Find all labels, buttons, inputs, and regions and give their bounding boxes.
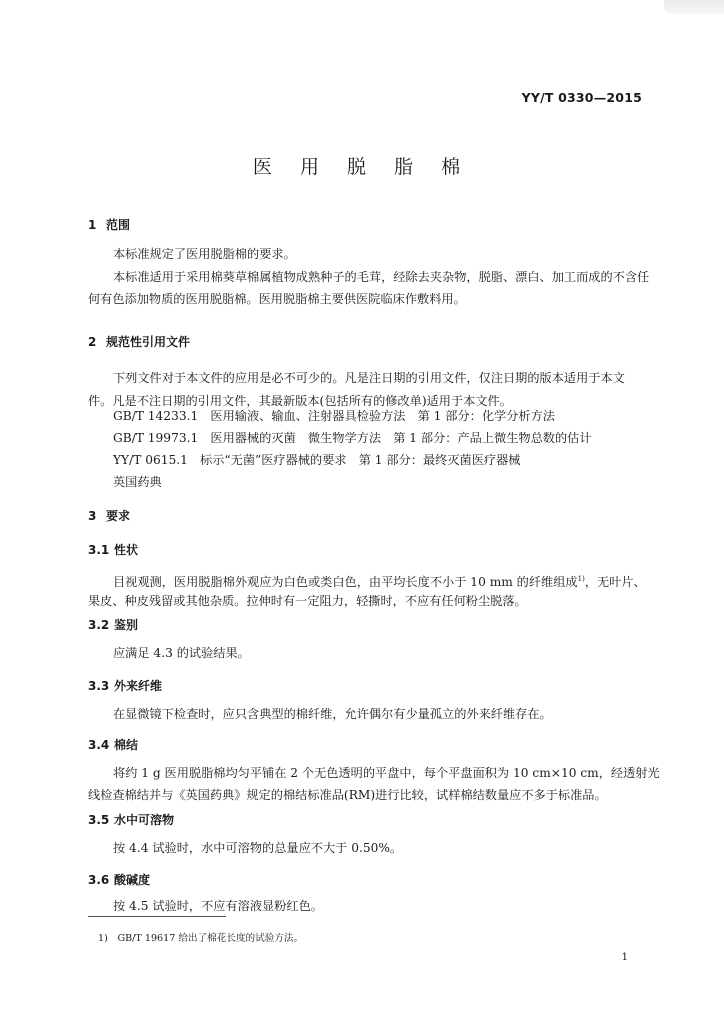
footnote: 1) GB/T 19617 给出了棉花长度的试验方法。: [98, 933, 304, 944]
viewer-corner: [664, 0, 724, 14]
section-number: 2: [88, 335, 97, 349]
section-2-heading: [88, 333, 190, 350]
footnote-divider: [88, 916, 226, 917]
subsection-3-4-line-1: 将约 1 g 医用脱脂棉均匀平铺在 2 个无色透明的平盘中，每个平盘面积为 10 cm×10 cm，经透射光: [113, 766, 660, 780]
subsection-number: 3.4: [88, 738, 110, 752]
section-3-heading: [88, 507, 130, 524]
section-title: 范围: [106, 218, 131, 232]
section-2-paragraph-line-1: 下列文件对于本文件的应用是必不可少的。凡是注日期的引用文件，仅注日期的版本适用于本文: [113, 371, 625, 385]
standard-number: YY/T 0330—2015: [521, 90, 642, 105]
subsection-3-2-paragraph: 应满足 4.3 的试验结果。: [113, 646, 250, 660]
reference-item: 英国药典: [113, 475, 162, 489]
section-title: 规范性引用文件: [106, 335, 191, 349]
subsection-title: 外来纤维: [114, 679, 163, 693]
section-number: 3: [88, 509, 97, 523]
section-number: 1: [88, 218, 97, 232]
subsection-3-1-line-2: 果皮、种皮残留或其他杂质。拉伸时有一定阻力，轻撕时，不应有任何粉尘脱落。: [88, 594, 527, 608]
subsection-number: 3.2: [88, 618, 110, 632]
subsection-title: 棉结: [114, 738, 139, 752]
subsection-number: 3.1: [88, 543, 110, 557]
subsection-title: 水中可溶物: [114, 813, 175, 827]
section-1-paragraph-2-line-1: 本标准适用于采用棉葵草棉属植物成熟种子的毛茸，经除去夹杂物，脱脂、漂白、加工而成的不含任: [113, 270, 650, 284]
subsection-3-3-heading: [88, 677, 162, 694]
page-number: 1: [621, 952, 628, 963]
reference-item: GB/T 19973.1 医用器械的灭菌 微生物学方法 第 1 部分：产品上微生物总数的估计: [113, 431, 592, 445]
subsection-number: 3.5: [88, 813, 110, 827]
section-1-paragraph-1: 本标准规定了医用脱脂棉的要求。: [113, 247, 296, 261]
subsection-title: 酸碱度: [114, 873, 151, 887]
section-1-paragraph-2-line-2: 何有色添加物质的医用脱脂棉。医用脱脂棉主要供医院临床作敷料用。: [88, 292, 466, 306]
subsection-title: 鉴别: [114, 618, 139, 632]
subsection-3-3-paragraph: 在显微镜下检查时，应只含典型的棉纤维，允许偶尔有少量孤立的外来纤维存在。: [113, 707, 552, 721]
subsection-3-5-heading: [88, 811, 174, 828]
subsection-3-6-paragraph: 按 4.5 试验时，不应有溶液显粉红色。: [113, 899, 323, 913]
subsection-3-6-heading: [88, 871, 150, 888]
section-1-heading: [88, 216, 130, 233]
subsection-3-1-line-1: 目视观测，医用脱脂棉外观应为白色或类白色，由平均长度不小于 10 mm 的纤维组成$^{1)}$，无叶片、: [113, 575, 646, 589]
reference-item: GB/T 14233.1 医用输液、输血、注射器具检验方法 第 1 部分：化学分析方法: [113, 409, 555, 423]
subsection-number: 3.3: [88, 679, 110, 693]
subsection-3-4-heading: [88, 736, 138, 753]
section-2-paragraph-line-2: 件。凡是不注日期的引用文件，其最新版本(包括所有的修改单)适用于本文件。: [88, 394, 512, 408]
subsection-3-5-paragraph: 按 4.4 试验时，水中可溶物的总量应不大于 0.50%。: [113, 841, 403, 855]
subsection-3-4-line-2: 线检查棉结并与《英国药典》规定的棉结标准品(RM)进行比较，试样棉结数量应不多于标准品。: [88, 788, 607, 802]
page-title: 医 用 脱 脂 棉: [252, 156, 472, 178]
footnote-marker[interactable]: 1): [577, 575, 585, 583]
subsection-3-1-heading: [88, 541, 138, 558]
subsection-number: 3.6: [88, 873, 110, 887]
reference-item: YY/T 0615.1 标示“无菌”医疗器械的要求 第 1 部分：最终灭菌医疗器械: [113, 453, 521, 467]
subsection-3-2-heading: [88, 616, 138, 633]
section-title: 要求: [106, 509, 131, 523]
subsection-title: 性状: [114, 543, 139, 557]
